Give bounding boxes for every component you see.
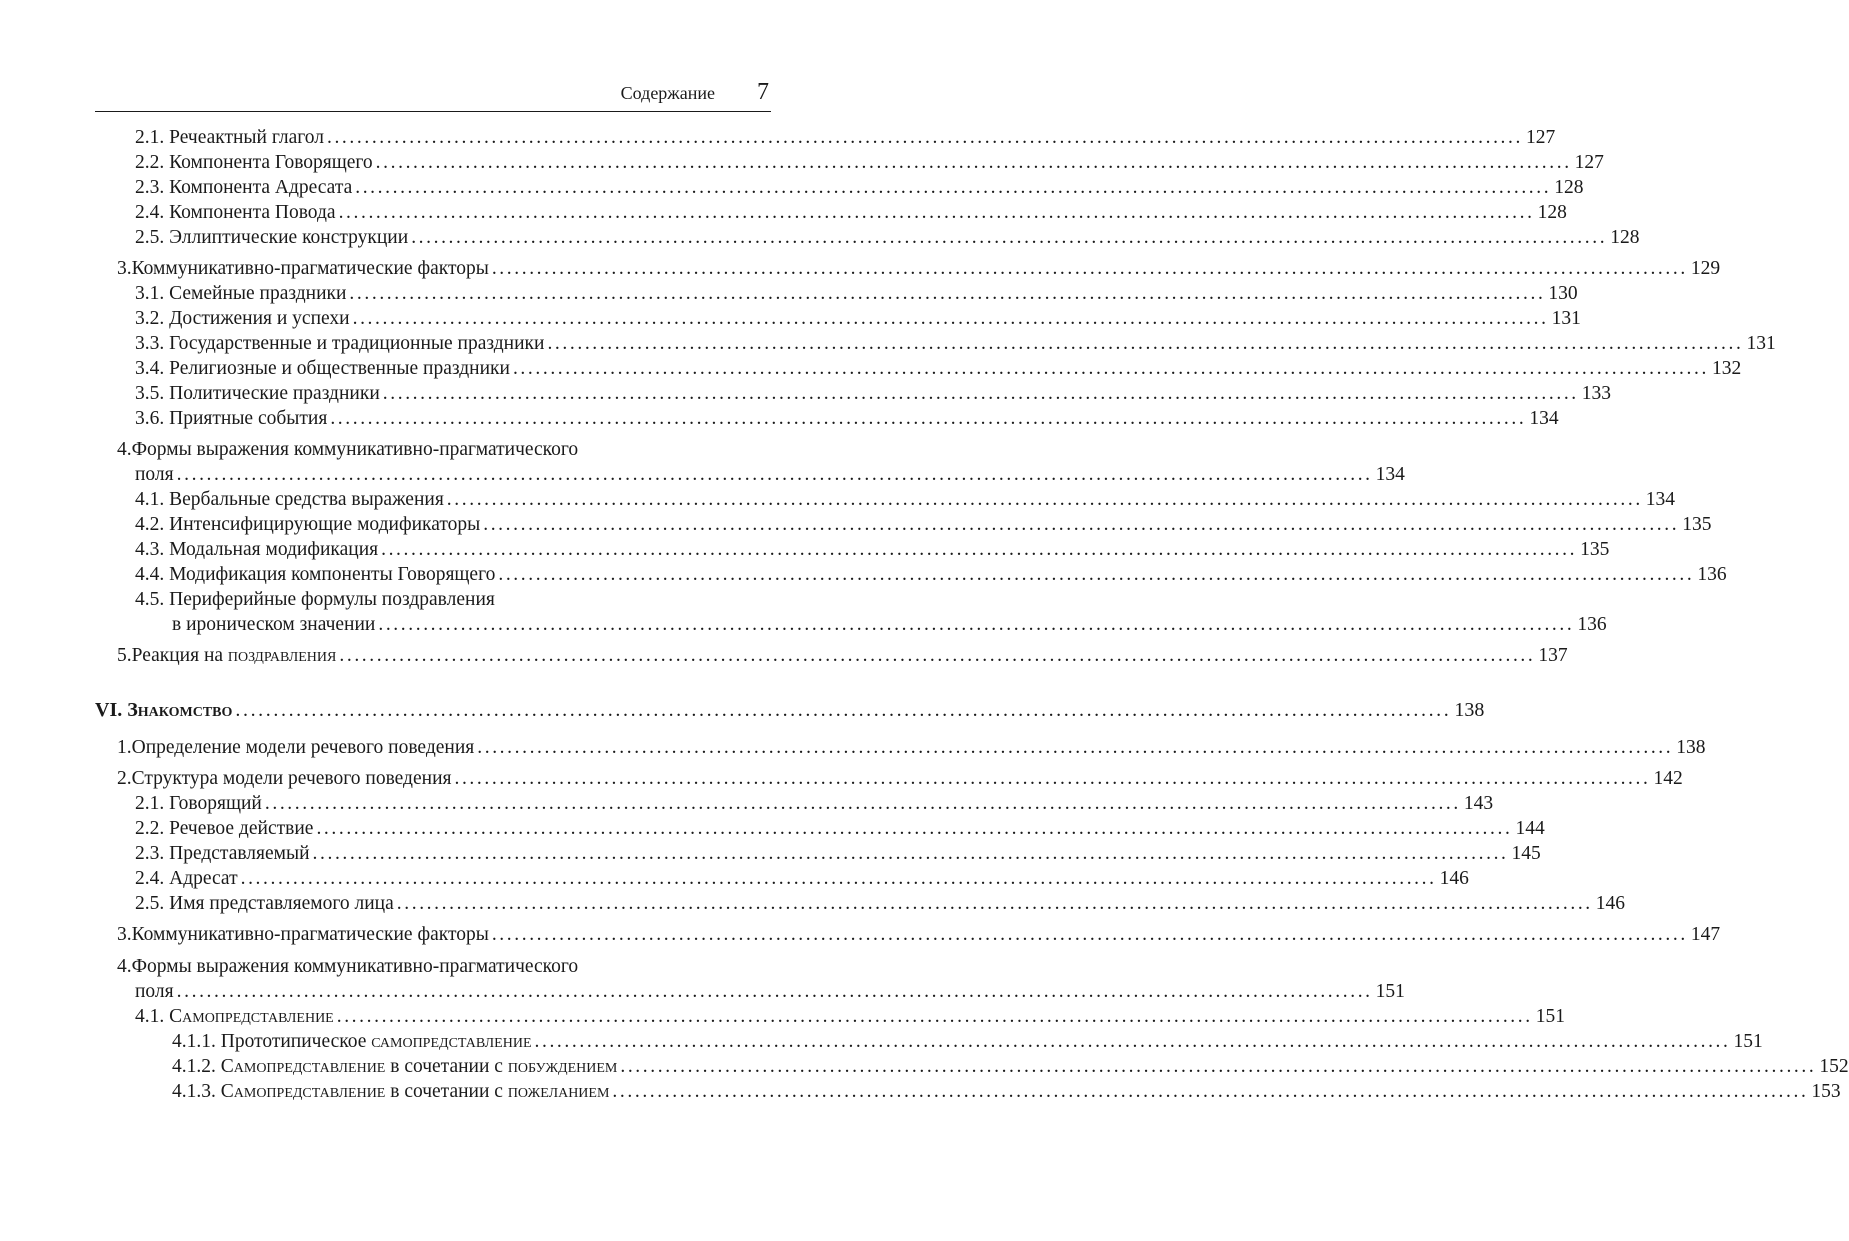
entry-number: 2.5. <box>135 893 165 914</box>
entry-title: Речевое действие <box>169 818 314 839</box>
toc-entry[interactable] <box>172 612 1607 637</box>
entry-number: 4.4. <box>135 564 165 585</box>
dot-leader: ................................................................................................................................................................ <box>312 843 1509 864</box>
dot-leader: ................................................................................................................................................................ <box>396 893 1593 914</box>
entry-title-smallcaps: Самопредставление <box>220 1056 386 1077</box>
toc-entry[interactable] <box>135 306 1581 331</box>
entry-page: 130 <box>1548 283 1578 304</box>
entry-number: 4.2. <box>135 514 165 535</box>
toc-entry[interactable] <box>135 487 1676 512</box>
entry-number: 2.4. <box>135 868 165 889</box>
toc-entry[interactable] <box>135 866 1469 891</box>
dot-leader: ................................................................................................................................................................ <box>498 564 1695 585</box>
entry-page: 127 <box>1574 152 1604 173</box>
toc-entry[interactable] <box>117 766 1683 791</box>
toc-entry[interactable] <box>135 406 1559 431</box>
entry-title: Формы выражения коммуникативно-прагматического <box>131 956 579 977</box>
toc-entry[interactable] <box>135 562 1727 587</box>
entry-number: 4.1. <box>135 1006 165 1027</box>
dot-leader: ................................................................................................................................................................ <box>235 699 1452 721</box>
entry-title-smallcaps: Самопредставление <box>220 1081 386 1102</box>
entry-page: 136 <box>1697 564 1727 585</box>
toc-entry[interactable] <box>135 537 1610 562</box>
entry-page: 152 <box>1819 1056 1849 1077</box>
entry-number: 3.3. <box>135 333 165 354</box>
running-header <box>95 78 771 112</box>
dot-leader: ................................................................................................................................................................ <box>612 1081 1809 1102</box>
dot-leader: ................................................................................................................................................................ <box>411 227 1608 248</box>
entry-page: 128 <box>1537 202 1567 223</box>
entry-title: Модификация компоненты Говорящего <box>169 564 496 585</box>
entry-number: 2.2. <box>135 818 165 839</box>
entry-number: 3.1. <box>135 283 165 304</box>
entry-page: 146 <box>1439 868 1469 889</box>
dot-leader: ................................................................................................................................................................ <box>240 868 1437 889</box>
entry-number: 4.1. <box>135 489 165 510</box>
toc-entry[interactable] <box>172 1079 1841 1104</box>
entry-page: 143 <box>1463 793 1494 814</box>
entry-number: 2.1. <box>135 793 165 814</box>
entry-number: 4.5. <box>135 589 165 610</box>
dot-leader: ................................................................................................................................................................ <box>336 1006 1533 1027</box>
toc-entry[interactable] <box>135 225 1640 250</box>
entry-number: 2.4. <box>135 202 165 223</box>
dot-leader: ................................................................................................................................................................ <box>326 127 1523 148</box>
toc-entry-first-line[interactable] <box>117 954 578 979</box>
entry-page: 137 <box>1538 645 1568 666</box>
dot-leader: ................................................................................................................................................................ <box>378 614 1575 635</box>
entry-number: 5. <box>117 645 132 666</box>
entry-page: 153 <box>1811 1081 1841 1102</box>
entry-number: 4.1.1. <box>172 1031 216 1052</box>
entry-title: Достижения и успехи <box>169 308 350 329</box>
dot-leader: ................................................................................................................................................................ <box>620 1056 1817 1077</box>
entry-title: Интенсифицирующие модификаторы <box>169 514 481 535</box>
entry-title: Компонента Говорящего <box>169 152 373 173</box>
entry-page: 135 <box>1580 539 1610 560</box>
entry-page: 132 <box>1711 358 1742 379</box>
dot-leader: ................................................................................................................................................................ <box>454 768 1651 789</box>
entry-number: 3.5. <box>135 383 165 404</box>
entry-page: 146 <box>1595 893 1626 914</box>
entry-number: 2. <box>117 768 132 789</box>
entry-page: 128 <box>1610 227 1640 248</box>
entry-page: 129 <box>1690 258 1721 279</box>
entry-number: 4.3. <box>135 539 165 560</box>
entry-number: 2.5. <box>135 227 165 248</box>
toc-entry[interactable] <box>135 150 1604 175</box>
entry-title: Модальная модификация <box>169 539 379 560</box>
entry-title: в сочетании с <box>390 1081 503 1102</box>
entry-page: 127 <box>1525 127 1556 148</box>
entry-title-continued: поля <box>135 981 174 1002</box>
toc-entry[interactable] <box>135 462 1405 487</box>
entry-title: в сочетании с <box>390 1056 503 1077</box>
entry-title: Политические праздники <box>169 383 380 404</box>
dot-leader: ................................................................................................................................................................ <box>330 408 1527 429</box>
dot-leader: ................................................................................................................................................................ <box>534 1031 1731 1052</box>
toc-entry[interactable] <box>117 735 1706 760</box>
chapter-title: Знакомство <box>127 699 233 721</box>
toc-entry[interactable] <box>135 891 1626 916</box>
dot-leader: ................................................................................................................................................................ <box>491 258 1688 279</box>
entry-number: 2.3. <box>135 843 165 864</box>
entry-page: 151 <box>1733 1031 1763 1052</box>
toc-entry[interactable] <box>135 816 1545 841</box>
dot-leader: ................................................................................................................................................................ <box>446 489 1643 510</box>
dot-leader: ................................................................................................................................................................ <box>338 202 1535 223</box>
toc-entry[interactable] <box>172 1029 1763 1054</box>
toc-entry[interactable] <box>117 643 1568 668</box>
dot-leader: ................................................................................................................................................................ <box>339 645 1536 666</box>
dot-leader: ................................................................................................................................................................ <box>382 383 1579 404</box>
entry-title-smallcaps: Самопредставление <box>169 1006 334 1027</box>
entry-title: Коммуникативно-прагматические факторы <box>131 258 489 279</box>
entry-title: Реакция на <box>131 645 224 666</box>
toc-entry[interactable] <box>135 200 1567 225</box>
entry-title-smallcaps-2: побуждением <box>507 1056 618 1077</box>
entry-page: 138 <box>1454 699 1485 721</box>
entry-title: Речеактный глагол <box>169 127 324 148</box>
entry-page: 128 <box>1554 177 1584 198</box>
entry-number: 4. <box>117 956 132 977</box>
toc-entry[interactable] <box>135 1004 1565 1029</box>
dot-leader: ................................................................................................................................................................ <box>512 358 1709 379</box>
toc-entry[interactable] <box>135 381 1612 406</box>
entry-number: 4.1.3. <box>172 1081 216 1102</box>
dot-leader: ................................................................................................................................................................ <box>316 818 1513 839</box>
entry-title: Прототипическое <box>220 1031 367 1052</box>
entry-number: 2.1. <box>135 127 165 148</box>
dot-leader: ................................................................................................................................................................ <box>349 283 1546 304</box>
entry-number: 3. <box>117 258 132 279</box>
entry-page: 147 <box>1690 924 1721 945</box>
dot-leader: ................................................................................................................................................................ <box>381 539 1578 560</box>
dot-leader: ................................................................................................................................................................ <box>176 464 1373 485</box>
dot-leader: ................................................................................................................................................................ <box>491 924 1688 945</box>
toc-entry[interactable] <box>135 791 1494 816</box>
toc-entry[interactable] <box>172 1054 1849 1079</box>
entry-page: 135 <box>1682 514 1712 535</box>
entry-title: Компонента Адресата <box>169 177 353 198</box>
toc-entry[interactable] <box>135 331 1776 356</box>
entry-page: 134 <box>1529 408 1559 429</box>
entry-title-smallcaps-2: пожеланием <box>507 1081 610 1102</box>
entry-title: Коммуникативно-прагматические факторы <box>131 924 489 945</box>
toc-entry[interactable] <box>135 125 1556 150</box>
entry-page: 144 <box>1515 818 1545 839</box>
entry-number: 3. <box>117 924 132 945</box>
entry-title: Имя представляемого лица <box>169 893 394 914</box>
entry-page: 133 <box>1581 383 1612 404</box>
entry-number: 4. <box>117 439 132 460</box>
entry-page: 134 <box>1645 489 1676 510</box>
dot-leader: ................................................................................................................................................................ <box>264 793 1461 814</box>
entry-number: 3.2. <box>135 308 165 329</box>
entry-title-continued: в ироническом значении <box>172 614 376 635</box>
entry-title: Эллиптические конструкции <box>169 227 409 248</box>
toc-entry[interactable] <box>117 256 1721 281</box>
toc-entry[interactable] <box>135 356 1742 381</box>
entry-title: Вербальные средства выражения <box>169 489 444 510</box>
entry-number: 1. <box>117 737 132 758</box>
entry-page: 131 <box>1746 333 1776 354</box>
entry-title: Определение модели речевого поведения <box>131 737 475 758</box>
toc-entry-first-line[interactable] <box>117 437 578 462</box>
entry-number: 3.4. <box>135 358 165 379</box>
toc-entry[interactable] <box>135 512 1712 537</box>
entry-title: Говорящий <box>169 793 262 814</box>
entry-page: 151 <box>1375 981 1405 1002</box>
toc-entry-first-line[interactable] <box>135 587 495 612</box>
toc-entry[interactable] <box>135 841 1541 866</box>
toc-chapter-entry[interactable] <box>95 698 1485 723</box>
toc-entry[interactable] <box>135 281 1578 306</box>
dot-leader: ................................................................................................................................................................ <box>355 177 1552 198</box>
toc-entry[interactable] <box>135 175 1584 200</box>
entry-number: 3.6. <box>135 408 165 429</box>
chapter-number: VI. <box>95 699 123 721</box>
entry-page: 131 <box>1551 308 1581 329</box>
entry-title-continued: поля <box>135 464 174 485</box>
toc-entry[interactable] <box>135 979 1405 1004</box>
page-number: 7 <box>757 79 769 105</box>
entry-title: Адресат <box>169 868 238 889</box>
entry-number: 2.2. <box>135 152 165 173</box>
entry-title: Структура модели речевого поведения <box>131 768 452 789</box>
entry-title: Религиозные и общественные праздники <box>169 358 510 379</box>
entry-title-smallcaps: поздравления <box>227 645 337 666</box>
entry-title: Приятные события <box>169 408 328 429</box>
toc-entry[interactable] <box>117 922 1721 947</box>
entry-page: 134 <box>1375 464 1405 485</box>
dot-leader: ................................................................................................................................................................ <box>547 333 1744 354</box>
entry-title: Семейные праздники <box>169 283 347 304</box>
entry-title: Компонента Повода <box>169 202 336 223</box>
dot-leader: ................................................................................................................................................................ <box>483 514 1680 535</box>
entry-title: Периферийные формулы поздравления <box>169 589 495 610</box>
dot-leader: ................................................................................................................................................................ <box>352 308 1549 329</box>
entry-page: 145 <box>1511 843 1541 864</box>
entry-title-smallcaps: самопредставление <box>371 1031 532 1052</box>
dot-leader: ................................................................................................................................................................ <box>176 981 1373 1002</box>
dot-leader: ................................................................................................................................................................ <box>375 152 1572 173</box>
entry-page: 151 <box>1535 1006 1565 1027</box>
entry-page: 138 <box>1676 737 1706 758</box>
entry-number: 2.3. <box>135 177 165 198</box>
entry-number: 4.1.2. <box>172 1056 216 1077</box>
entry-title: Формы выражения коммуникативно-прагматического <box>131 439 579 460</box>
entry-page: 142 <box>1653 768 1683 789</box>
entry-title: Государственные и традиционные праздники <box>169 333 545 354</box>
dot-leader: ................................................................................................................................................................ <box>477 737 1674 758</box>
entry-title: Представляемый <box>169 843 310 864</box>
entry-page: 136 <box>1577 614 1607 635</box>
header-title: Содержание <box>620 83 715 103</box>
